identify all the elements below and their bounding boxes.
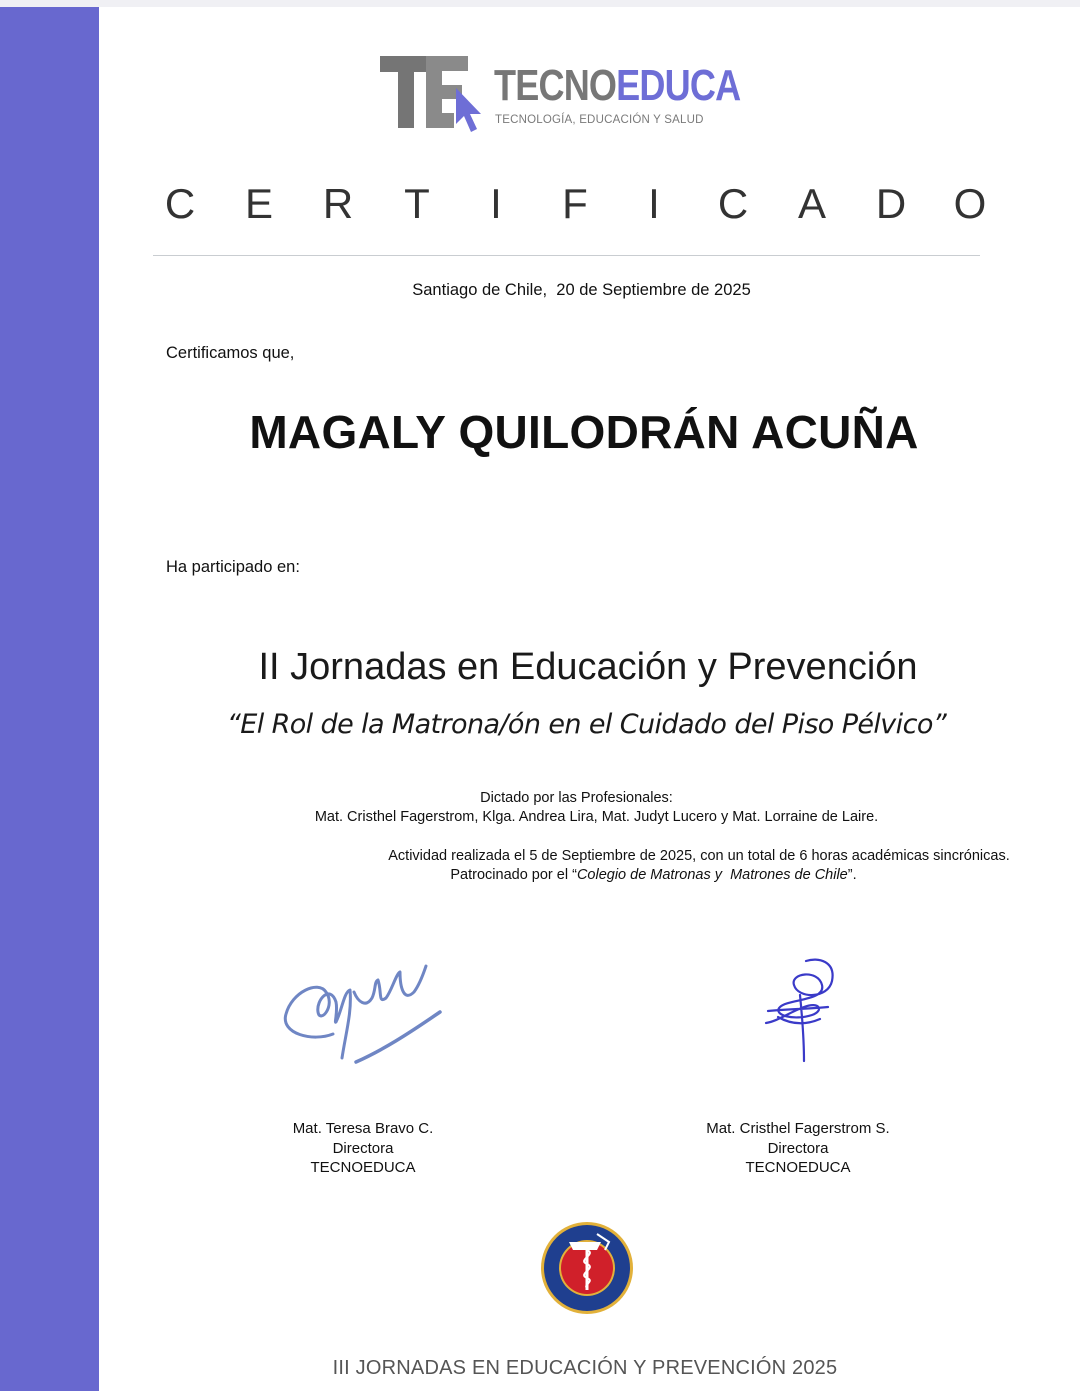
signer-name: Mat. Cristhel Fagerstrom S. (706, 1120, 890, 1137)
event-subtitle: “El Rol de la Matrona/ón en el Cuidado del Piso Pélvico” (226, 709, 947, 740)
recipient-name: MAGALY QUILODRÁN ACUÑA (249, 406, 919, 458)
title-letter: A (797, 180, 826, 227)
event-title: II Jornadas en Educación y Prevención (258, 646, 918, 688)
logo-brand (494, 62, 740, 110)
logo-tagline: TECNOLOGÍA, EDUCACIÓN Y SALUD (495, 114, 704, 126)
signer-right (668, 1119, 928, 1178)
title-letter: F (562, 180, 588, 227)
title-letter: C (717, 180, 749, 227)
signer-left (233, 1119, 493, 1178)
title-letter: E (244, 180, 273, 227)
footer-event: III JORNADAS EN EDUCACIÓN Y PREVENCIÓN 2025 (332, 1357, 838, 1379)
title-letter: C (164, 180, 196, 227)
place-date: Santiago de Chile, 20 de Septiembre de 2025 (412, 281, 751, 299)
logo-brand-educa: EDUCA (616, 61, 741, 110)
dictated-label: Dictado por las Profesionales: (480, 790, 673, 806)
signer-name: Mat. Teresa Bravo C. (292, 1120, 434, 1137)
title-letter: T (404, 180, 430, 227)
dictated-names: Mat. Cristhel Fagerstrom, Klga. Andrea Lira, Mat. Judyt Lucero y Mat. Lorraine de Laire. (314, 809, 879, 825)
title-letter: D (875, 180, 907, 227)
sponsor-suffix: ”. (847, 867, 857, 883)
signer-org: TECNOEDUCA (745, 1159, 851, 1176)
signer-org: TECNOEDUCA (310, 1159, 416, 1176)
tecnoeduca-logo (376, 52, 741, 142)
certify-intro: Certificamos que, (166, 344, 295, 362)
top-strip (0, 0, 1080, 7)
title-divider (153, 255, 980, 256)
sponsor-name: Colegio de Matronas y Matrones de Chile (576, 867, 848, 883)
signature-right (758, 955, 848, 1067)
certificate-title (160, 180, 990, 228)
sponsor-line (99, 867, 1080, 883)
logo-brand-tecno: TECNO (494, 61, 617, 110)
colegio-matronas-seal-icon (539, 1220, 635, 1316)
participated-intro: Ha participado en: (166, 558, 300, 576)
signature-left (278, 962, 448, 1072)
te-monogram-icon (376, 52, 496, 142)
title-letter: O (953, 180, 987, 227)
signer-role: Directora (767, 1139, 829, 1157)
sponsor-prefix: Patrocinado por el “ (450, 867, 577, 883)
activity-description: Actividad realizada el 5 de Septiembre de 2025, con un total de 6 horas académicas sincrónicas. (388, 848, 1010, 864)
signer-role: Directora (332, 1139, 394, 1157)
title-letter: R (322, 180, 354, 227)
side-bar (0, 7, 99, 1391)
title-letter: I (648, 180, 660, 227)
title-letter: I (490, 180, 502, 227)
